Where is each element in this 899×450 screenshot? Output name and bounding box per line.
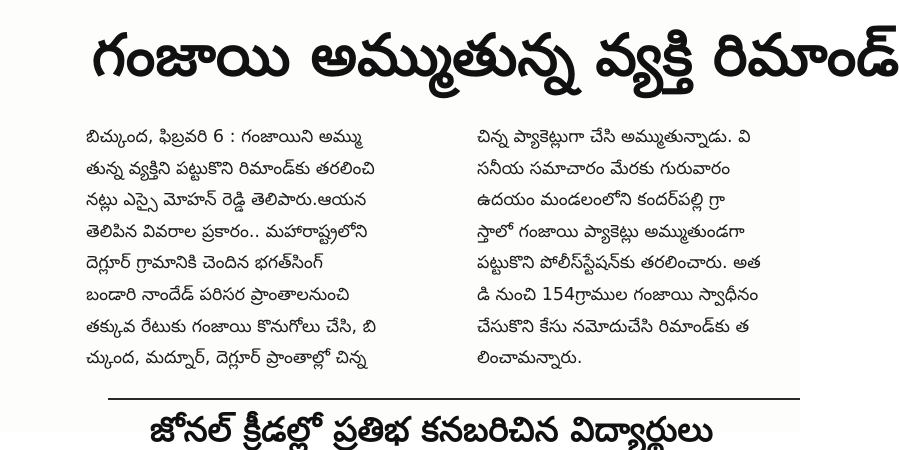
- article-line: స్తాలో గంజాయి ప్యాకెట్లు అమ్ముతుండగా: [477, 221, 745, 242]
- article-line: సనీయ సమాచారం మేరకు గురువారం: [477, 158, 731, 179]
- article-right-column: [477, 122, 807, 375]
- article-line: బండారి నాందేడ్ పరిసర ప్రాంతాలనుంచి: [86, 284, 350, 305]
- article-line: డి నుంచి 154గ్రాముల గంజాయి స్వాధీనం: [477, 284, 759, 305]
- article-line: చ్కుంద, మద్నూర్, దెగ్లూర్ ప్రాంతాల్లో చిన్న: [86, 348, 367, 369]
- article-line: చేసుకొని కేసు నమోదుచేసి రిమాండ్‌కు త: [477, 316, 750, 337]
- article-line: తెలిపిన వివరాల ప్రకారం.. మహారాష్ట్రలోని: [86, 221, 368, 242]
- article-headline: గంజాయి అమ్ముతున్న వ్యక్తి రిమాండ్: [92, 21, 899, 89]
- article-line: తక్కువ రేటుకు గంజాయి కొనుగోలు చేసి, బి: [86, 316, 377, 337]
- article-line: దెగ్లూర్ గ్రామానికి చెందిన భగత్‌సింగ్: [86, 253, 324, 274]
- article-line: లించామన్నారు.: [477, 348, 583, 369]
- article-line: పట్టుకొని పోలీస్‌స్టేషన్‌కు తరలించారు. అత: [477, 253, 761, 274]
- article-divider: [108, 398, 800, 400]
- article-line: తున్న వ్యక్తిని పట్టుకొని రిమాండ్‌కు తరలించి: [86, 158, 375, 179]
- next-article-headline: జోనల్ క్రీడల్లో ప్రతిభ కనబరిచిన విద్యార్థులు: [150, 410, 714, 450]
- article-line: ఉదయం మండలంలోని కందర్‌పల్లి గ్రా: [477, 190, 725, 211]
- article-line: బిచ్కుంద, ఫిబ్రవరి 6 : గంజాయిని అమ్ము: [86, 127, 362, 147]
- article-left-column: [86, 122, 456, 375]
- article-line: నట్లు ఎస్సై మోహన్ రెడ్డి తెలిపారు.ఆయన: [86, 190, 367, 211]
- article-line: చిన్న ప్యాకెట్లుగా చేసి అమ్ముతున్నాడు. వి: [477, 127, 751, 147]
